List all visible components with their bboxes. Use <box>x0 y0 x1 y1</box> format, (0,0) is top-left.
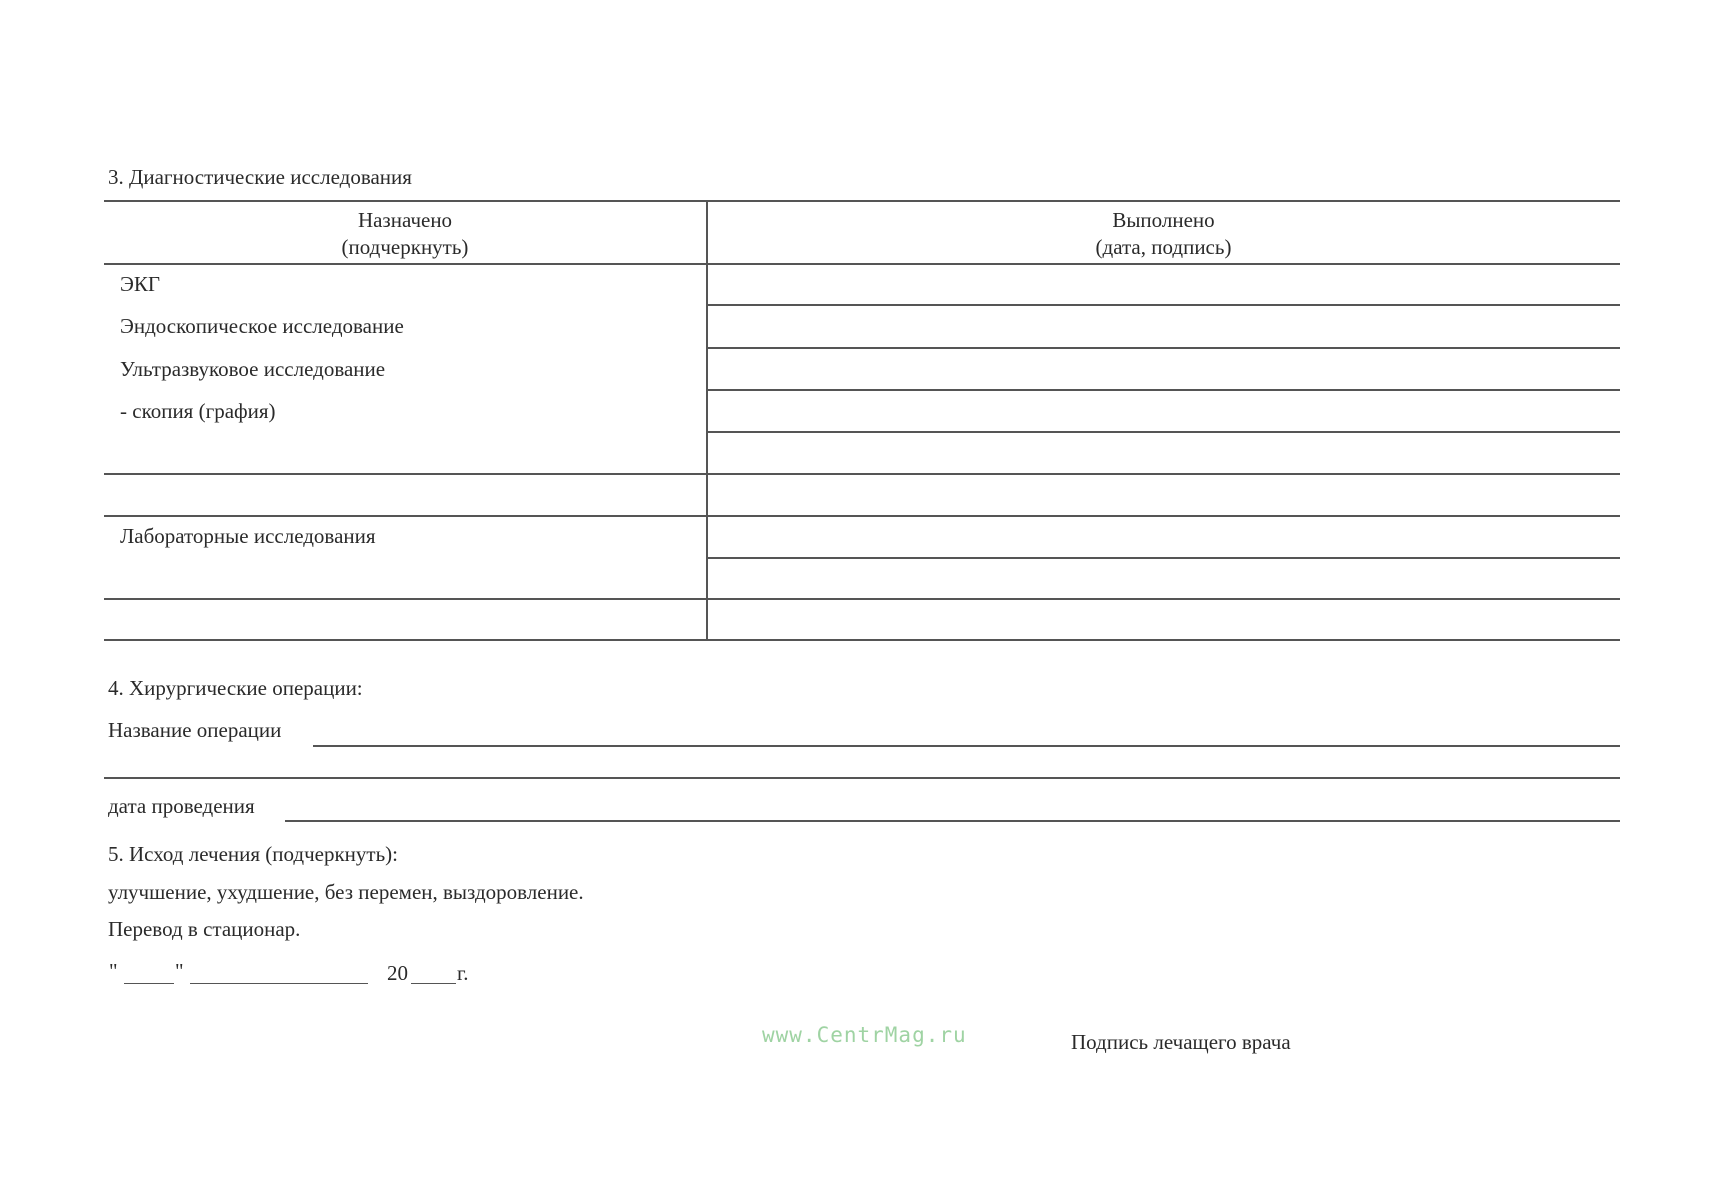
operation-date-label: дата проведения <box>108 794 255 818</box>
item-lab: Лабораторные исследования <box>120 524 376 548</box>
column-header-done-line1: Выполнено <box>1112 208 1215 232</box>
table-top-border <box>104 200 1620 202</box>
watermark-text: www.CentrMag.ru <box>762 1023 967 1047</box>
date-day-field[interactable] <box>124 983 174 984</box>
table-row-line <box>104 515 1620 517</box>
operation-name-field-line2[interactable] <box>104 777 1620 779</box>
date-year-prefix: 20 <box>387 961 408 985</box>
doctor-signature-label: Подпись лечащего врача <box>1071 1030 1291 1054</box>
table-header-bottom-border <box>104 263 1620 265</box>
section-4-title: 4. Хирургические операции: <box>108 676 363 700</box>
item-ecg: ЭКГ <box>120 272 161 296</box>
transfer-text: Перевод в стационар. <box>108 917 301 941</box>
operation-date-field[interactable] <box>285 820 1620 822</box>
column-header-assigned-line1: Назначено <box>357 208 453 232</box>
section-5-title: 5. Исход лечения (подчеркнуть): <box>108 842 399 866</box>
date-year-field[interactable] <box>411 983 456 984</box>
column-header-done-line2: (дата, подпись) <box>1095 235 1232 259</box>
column-header-done <box>707 207 1620 261</box>
date-year-suffix: г. <box>457 961 469 985</box>
done-row-line <box>707 557 1620 559</box>
column-header-assigned-line2: (подчеркнуть) <box>341 235 469 259</box>
outcome-options: улучшение, ухудшение, без перемен, выздоровление. <box>108 880 584 904</box>
column-header-assigned <box>104 207 706 261</box>
table-bottom-border <box>104 639 1620 641</box>
done-row-line <box>707 431 1620 433</box>
table-column-divider <box>706 200 708 641</box>
operation-name-label: Название операции <box>108 718 282 742</box>
item-endoscopy: Эндоскопическое исследование <box>120 314 404 338</box>
date-close-quote: " <box>175 959 184 983</box>
operation-name-field[interactable] <box>313 745 1620 747</box>
date-month-field[interactable] <box>190 983 368 984</box>
item-ultrasound: Ультразвуковое исследование <box>120 357 386 381</box>
table-row-line <box>104 473 1620 475</box>
item-scopy: - скопия (графия) <box>120 399 276 423</box>
section-3-title: 3. Диагностические исследования <box>108 165 412 189</box>
done-row-line <box>707 347 1620 349</box>
done-row-line <box>707 304 1620 306</box>
table-row-line <box>104 598 1620 600</box>
done-row-line <box>707 389 1620 391</box>
date-open-quote: " <box>109 959 118 983</box>
